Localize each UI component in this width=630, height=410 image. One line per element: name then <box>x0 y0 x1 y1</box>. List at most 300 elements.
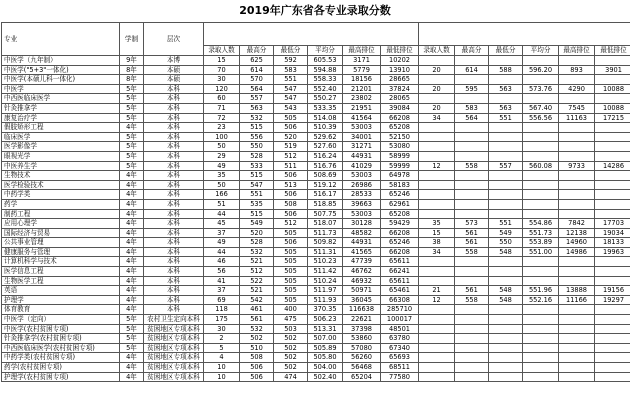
table-cell: 2 <box>204 334 240 344</box>
table-cell: 532 <box>240 113 274 123</box>
table-cell <box>455 353 489 363</box>
table-cell <box>489 363 523 373</box>
table-cell: 45 <box>204 219 240 229</box>
table-row <box>2 315 630 325</box>
table-cell: 505.80 <box>308 353 343 363</box>
table-cell: 65611 <box>381 257 419 267</box>
table-row <box>2 132 630 142</box>
cell-duration: 4年 <box>120 305 144 315</box>
table-cell: 511.93 <box>308 295 343 305</box>
table-cell: 510.24 <box>308 276 343 286</box>
table-cell: 63780 <box>381 334 419 344</box>
table-cell: 583 <box>455 103 489 113</box>
group1-header-spacer <box>204 23 419 46</box>
table-cell <box>419 315 455 325</box>
cell-major: 中医学 <box>2 84 120 94</box>
page-title: 2019年广东省各专业录取分数 <box>239 4 391 17</box>
table-cell: 53003 <box>343 123 381 133</box>
table-cell: 509.82 <box>308 238 343 248</box>
table-cell: 12138 <box>559 228 595 238</box>
table-cell: 502 <box>240 334 274 344</box>
table-cell: 548 <box>489 286 523 296</box>
table-cell <box>595 171 630 181</box>
table-cell <box>489 56 523 66</box>
table-cell: 30128 <box>343 219 381 229</box>
table-cell: 65208 <box>381 209 419 219</box>
table-cell <box>523 276 559 286</box>
table-cell <box>559 372 595 382</box>
table-cell: 516.76 <box>308 161 343 171</box>
table-cell: 502 <box>274 363 308 373</box>
table-cell: 507.00 <box>308 334 343 344</box>
table-cell: 29 <box>204 151 240 161</box>
table-cell: 553.89 <box>523 238 559 248</box>
table-cell: 532 <box>240 324 274 334</box>
cell-duration: 5年 <box>120 315 144 325</box>
table-cell: 532 <box>240 247 274 257</box>
table-cell: 560.08 <box>523 161 559 171</box>
cell-level: 贫困地区专项本科 <box>144 353 204 363</box>
table-cell: 66208 <box>381 247 419 257</box>
table-cell <box>489 257 523 267</box>
table-cell: 533.35 <box>308 103 343 113</box>
col-header-g1-min: 最低分 <box>274 46 308 56</box>
table-cell: 14986 <box>559 247 595 257</box>
table-cell: 46 <box>204 257 240 267</box>
cell-major: 中医学(农村贫困专项) <box>2 324 120 334</box>
table-cell: 44 <box>204 209 240 219</box>
table-cell: 13888 <box>559 286 595 296</box>
table-cell <box>523 363 559 373</box>
table-cell <box>489 372 523 382</box>
table-cell <box>559 56 595 66</box>
table-cell <box>559 151 595 161</box>
table-cell: 65461 <box>381 286 419 296</box>
table-cell: 614 <box>455 65 489 75</box>
col-header-g2-count: 录取人数 <box>419 46 455 56</box>
table-cell <box>489 315 523 325</box>
cell-major: 中医养生学 <box>2 161 120 171</box>
table-cell <box>595 372 630 382</box>
table-cell: 15 <box>204 56 240 66</box>
table-cell: 10 <box>204 372 240 382</box>
table-cell: 5779 <box>343 65 381 75</box>
table-cell: 20 <box>419 84 455 94</box>
table-cell: 37 <box>204 228 240 238</box>
cell-major: 国际经济与贸易 <box>2 228 120 238</box>
table-cell <box>523 209 559 219</box>
cell-level: 本科 <box>144 305 204 315</box>
cell-major: 中西医临床医学(农村贫困专项) <box>2 343 120 353</box>
table-row <box>2 123 630 133</box>
table-cell: 66308 <box>381 295 419 305</box>
table-cell: 53080 <box>381 142 419 152</box>
table-cell: 563 <box>240 103 274 113</box>
col-header-g2-maxrank: 最高排位 <box>559 46 595 56</box>
table-cell: 44 <box>204 247 240 257</box>
table-cell: 558.33 <box>308 75 343 85</box>
cell-level: 农村卫生定向本科 <box>144 315 204 325</box>
table-row <box>2 56 630 66</box>
table-cell: 510.39 <box>308 123 343 133</box>
table-cell: 34001 <box>343 132 381 142</box>
table-cell: 13910 <box>381 65 419 75</box>
table-cell: 285710 <box>381 305 419 315</box>
cell-level: 本科 <box>144 228 204 238</box>
table-cell: 511.42 <box>308 267 343 277</box>
table-cell: 50971 <box>343 286 381 296</box>
table-row <box>2 219 630 229</box>
table-cell: 7545 <box>559 103 595 113</box>
table-cell: 554.86 <box>523 219 559 229</box>
table-cell: 573.76 <box>523 84 559 94</box>
table-cell: 549 <box>240 219 274 229</box>
table-cell: 558 <box>455 295 489 305</box>
table-cell: 77580 <box>381 372 419 382</box>
table-row <box>2 228 630 238</box>
table-cell: 71 <box>204 103 240 113</box>
table-cell: 18133 <box>595 238 630 248</box>
table-cell: 118 <box>204 305 240 315</box>
table-cell: 41565 <box>343 247 381 257</box>
table-cell <box>595 353 630 363</box>
table-cell <box>595 75 630 85</box>
table-cell <box>595 343 630 353</box>
table-cell: 58999 <box>381 151 419 161</box>
table-cell: 400 <box>274 305 308 315</box>
table-cell: 893 <box>559 65 595 75</box>
cell-level: 本科 <box>144 132 204 142</box>
table-cell: 48501 <box>381 324 419 334</box>
table-cell: 48582 <box>343 228 381 238</box>
cell-level: 本科 <box>144 257 204 267</box>
table-cell: 528 <box>240 151 274 161</box>
table-cell <box>419 372 455 382</box>
table-cell: 28533 <box>343 190 381 200</box>
table-cell <box>455 56 489 66</box>
table-cell <box>595 123 630 133</box>
table-cell: 502 <box>274 334 308 344</box>
table-cell: 510 <box>240 343 274 353</box>
table-cell <box>455 132 489 142</box>
cell-duration: 4年 <box>120 286 144 296</box>
table-cell: 558 <box>455 161 489 171</box>
table-cell: 508.69 <box>308 171 343 181</box>
group2-header-spacer <box>419 23 630 46</box>
table-cell: 510.23 <box>308 257 343 267</box>
table-cell: 41029 <box>343 161 381 171</box>
table-row <box>2 171 630 181</box>
table-cell <box>559 75 595 85</box>
cell-major: 体育教育 <box>2 305 120 315</box>
table-row <box>2 372 630 382</box>
table-cell <box>523 151 559 161</box>
table-cell <box>489 190 523 200</box>
table-cell: 10 <box>204 363 240 373</box>
table-cell <box>455 372 489 382</box>
table-cell: 550 <box>240 142 274 152</box>
table-cell: 505 <box>274 228 308 238</box>
table-cell: 551.73 <box>523 228 559 238</box>
table-row <box>2 343 630 353</box>
table-cell <box>455 94 489 104</box>
table-cell: 588 <box>489 65 523 75</box>
cell-level: 本科 <box>144 286 204 296</box>
table-cell: 46932 <box>343 276 381 286</box>
table-cell: 504.00 <box>308 363 343 373</box>
table-cell: 570 <box>240 75 274 85</box>
table-cell: 100017 <box>381 315 419 325</box>
table-cell: 11166 <box>559 295 595 305</box>
table-cell <box>455 190 489 200</box>
table-cell <box>559 363 595 373</box>
cell-major: 针灸推拿学 <box>2 103 120 113</box>
table-cell <box>523 199 559 209</box>
table-row <box>2 151 630 161</box>
table-cell: 65246 <box>381 238 419 248</box>
table-cell: 38 <box>419 238 455 248</box>
table-cell: 506 <box>274 190 308 200</box>
table-cell <box>523 334 559 344</box>
table-cell: 529.62 <box>308 132 343 142</box>
table-cell: 605.53 <box>308 56 343 66</box>
table-cell: 520 <box>274 132 308 142</box>
col-header-level: 层次 <box>144 23 204 56</box>
table-cell <box>523 56 559 66</box>
cell-duration: 4年 <box>120 257 144 267</box>
cell-duration: 8年 <box>120 65 144 75</box>
table-cell: 37824 <box>381 84 419 94</box>
table-cell: 521 <box>240 257 274 267</box>
table-cell <box>419 305 455 315</box>
table-cell: 39663 <box>343 199 381 209</box>
col-header-major: 专业 <box>2 23 120 56</box>
table-cell: 516.17 <box>308 190 343 200</box>
cell-duration: 4年 <box>120 190 144 200</box>
table-cell: 37398 <box>343 324 381 334</box>
table-row <box>2 305 630 315</box>
table-cell: 62961 <box>381 199 419 209</box>
table-cell: 506.23 <box>308 315 343 325</box>
table-cell: 548 <box>489 295 523 305</box>
table-cell <box>559 305 595 315</box>
table-cell <box>455 267 489 277</box>
cell-level: 本硕 <box>144 75 204 85</box>
table-cell: 583 <box>274 65 308 75</box>
table-cell <box>559 334 595 344</box>
table-cell: 552.16 <box>523 295 559 305</box>
cell-major: 中医学（九年制） <box>2 56 120 66</box>
table-cell: 505 <box>274 267 308 277</box>
table-cell: 65208 <box>381 123 419 133</box>
table-cell <box>419 276 455 286</box>
table-cell: 17215 <box>595 113 630 123</box>
table-cell: 511.97 <box>308 286 343 296</box>
cell-level: 本科 <box>144 103 204 113</box>
table-cell: 519 <box>274 142 308 152</box>
table-cell <box>455 209 489 219</box>
table-cell <box>419 199 455 209</box>
table-cell: 522 <box>240 276 274 286</box>
col-header-g2-minrank: 最低排位 <box>595 46 630 56</box>
table-cell <box>523 257 559 267</box>
table-cell: 505 <box>274 247 308 257</box>
table-row <box>2 295 630 305</box>
cell-major: 医学影像学 <box>2 142 120 152</box>
cell-level: 本科 <box>144 171 204 181</box>
table-cell <box>455 171 489 181</box>
table-cell: 370.35 <box>308 305 343 315</box>
cell-major: 中药学类 <box>2 190 120 200</box>
table-cell: 59429 <box>381 219 419 229</box>
table-cell <box>523 315 559 325</box>
col-header-g2-min: 最低分 <box>489 46 523 56</box>
table-cell <box>523 343 559 353</box>
table-cell: 41 <box>204 276 240 286</box>
table-cell: 46762 <box>343 267 381 277</box>
cell-major: 药学(农村贫困专项) <box>2 363 120 373</box>
table-cell <box>489 324 523 334</box>
cell-duration: 4年 <box>120 353 144 363</box>
table-cell: 516.24 <box>308 151 343 161</box>
table-cell <box>489 75 523 85</box>
table-cell <box>523 324 559 334</box>
table-cell <box>523 190 559 200</box>
table-cell: 23802 <box>343 94 381 104</box>
table-cell: 69 <box>204 295 240 305</box>
table-row <box>2 103 630 113</box>
table-cell: 551.96 <box>523 286 559 296</box>
cell-duration: 4年 <box>120 247 144 257</box>
cell-major: 中医学（定向） <box>2 315 120 325</box>
table-cell <box>559 353 595 363</box>
table-cell: 512 <box>240 267 274 277</box>
cell-level: 本科 <box>144 238 204 248</box>
cell-duration: 5年 <box>120 142 144 152</box>
cell-duration: 4年 <box>120 276 144 286</box>
table-row <box>2 353 630 363</box>
table-row <box>2 363 630 373</box>
table-cell <box>523 142 559 152</box>
table-cell <box>595 315 630 325</box>
table-cell: 9733 <box>559 161 595 171</box>
table-cell: 57080 <box>343 343 381 353</box>
cell-major: 临床医学 <box>2 132 120 142</box>
cell-level: 本科 <box>144 219 204 229</box>
table-cell: 502 <box>274 343 308 353</box>
col-header-g2-max: 最高分 <box>455 46 489 56</box>
table-row <box>2 161 630 171</box>
table-cell <box>559 190 595 200</box>
table-cell: 41564 <box>343 113 381 123</box>
table-row <box>2 84 630 94</box>
cell-major: 英语 <box>2 286 120 296</box>
cell-duration: 4年 <box>120 363 144 373</box>
table-cell <box>489 123 523 133</box>
table-cell <box>559 209 595 219</box>
table-cell <box>455 199 489 209</box>
table-cell: 533 <box>240 161 274 171</box>
table-cell: 28665 <box>381 75 419 85</box>
table-cell <box>489 132 523 142</box>
cell-duration: 5年 <box>120 132 144 142</box>
table-cell <box>595 209 630 219</box>
table-cell: 50 <box>204 180 240 190</box>
table-cell <box>489 142 523 152</box>
table-cell <box>419 56 455 66</box>
col-header-duration: 学制 <box>120 23 144 56</box>
cell-major: 针灸推拿学(农村贫困专项) <box>2 334 120 344</box>
table-cell <box>559 199 595 209</box>
table-cell <box>595 190 630 200</box>
table-cell <box>523 75 559 85</box>
table-cell <box>455 324 489 334</box>
table-cell: 58183 <box>381 180 419 190</box>
table-cell: 561 <box>240 315 274 325</box>
table-cell: 66208 <box>381 228 419 238</box>
table-cell: 35 <box>204 171 240 181</box>
table-cell: 550 <box>489 238 523 248</box>
cell-major: 医学检验技术 <box>2 180 120 190</box>
cell-major: 药学 <box>2 199 120 209</box>
cell-duration: 4年 <box>120 372 144 382</box>
table-cell <box>489 171 523 181</box>
table-cell: 543 <box>274 103 308 113</box>
table-cell: 506 <box>240 372 274 382</box>
cell-level: 本博 <box>144 56 204 66</box>
table-cell: 511.31 <box>308 247 343 257</box>
cell-duration: 4年 <box>120 238 144 248</box>
cell-level: 贫困地区专项本科 <box>144 324 204 334</box>
table-cell: 527.60 <box>308 142 343 152</box>
table-cell: 70 <box>204 65 240 75</box>
table-cell: 21 <box>419 286 455 296</box>
table-row <box>2 180 630 190</box>
table-cell: 66208 <box>381 113 419 123</box>
col-header-g1-max: 最高分 <box>240 46 274 56</box>
table-cell: 30 <box>204 324 240 334</box>
table-cell: 556.56 <box>523 113 559 123</box>
table-cell <box>419 142 455 152</box>
cell-duration: 5年 <box>120 161 144 171</box>
cell-level: 本科 <box>144 161 204 171</box>
table-cell <box>419 267 455 277</box>
cell-duration: 5年 <box>120 343 144 353</box>
table-cell <box>419 123 455 133</box>
table-cell <box>559 123 595 133</box>
cell-level: 贫困地区专项本科 <box>144 363 204 373</box>
table-cell: 51 <box>204 199 240 209</box>
table-cell <box>523 171 559 181</box>
cell-duration: 5年 <box>120 334 144 344</box>
table-cell <box>489 343 523 353</box>
table-cell: 506 <box>240 363 274 373</box>
table-cell <box>489 276 523 286</box>
cell-duration: 5年 <box>120 324 144 334</box>
table-cell: 36045 <box>343 295 381 305</box>
table-cell <box>559 257 595 267</box>
table-cell <box>455 305 489 315</box>
table-cell: 506 <box>274 209 308 219</box>
table-cell: 14286 <box>595 161 630 171</box>
cell-level: 本科 <box>144 295 204 305</box>
col-header-g1-count: 录取人数 <box>204 46 240 56</box>
cell-major: 中医学("5+3"一体化) <box>2 65 120 75</box>
col-header-g2-avg: 平均分 <box>523 46 559 56</box>
table-cell: 120 <box>204 84 240 94</box>
table-cell: 59999 <box>381 161 419 171</box>
table-cell: 4 <box>204 353 240 363</box>
